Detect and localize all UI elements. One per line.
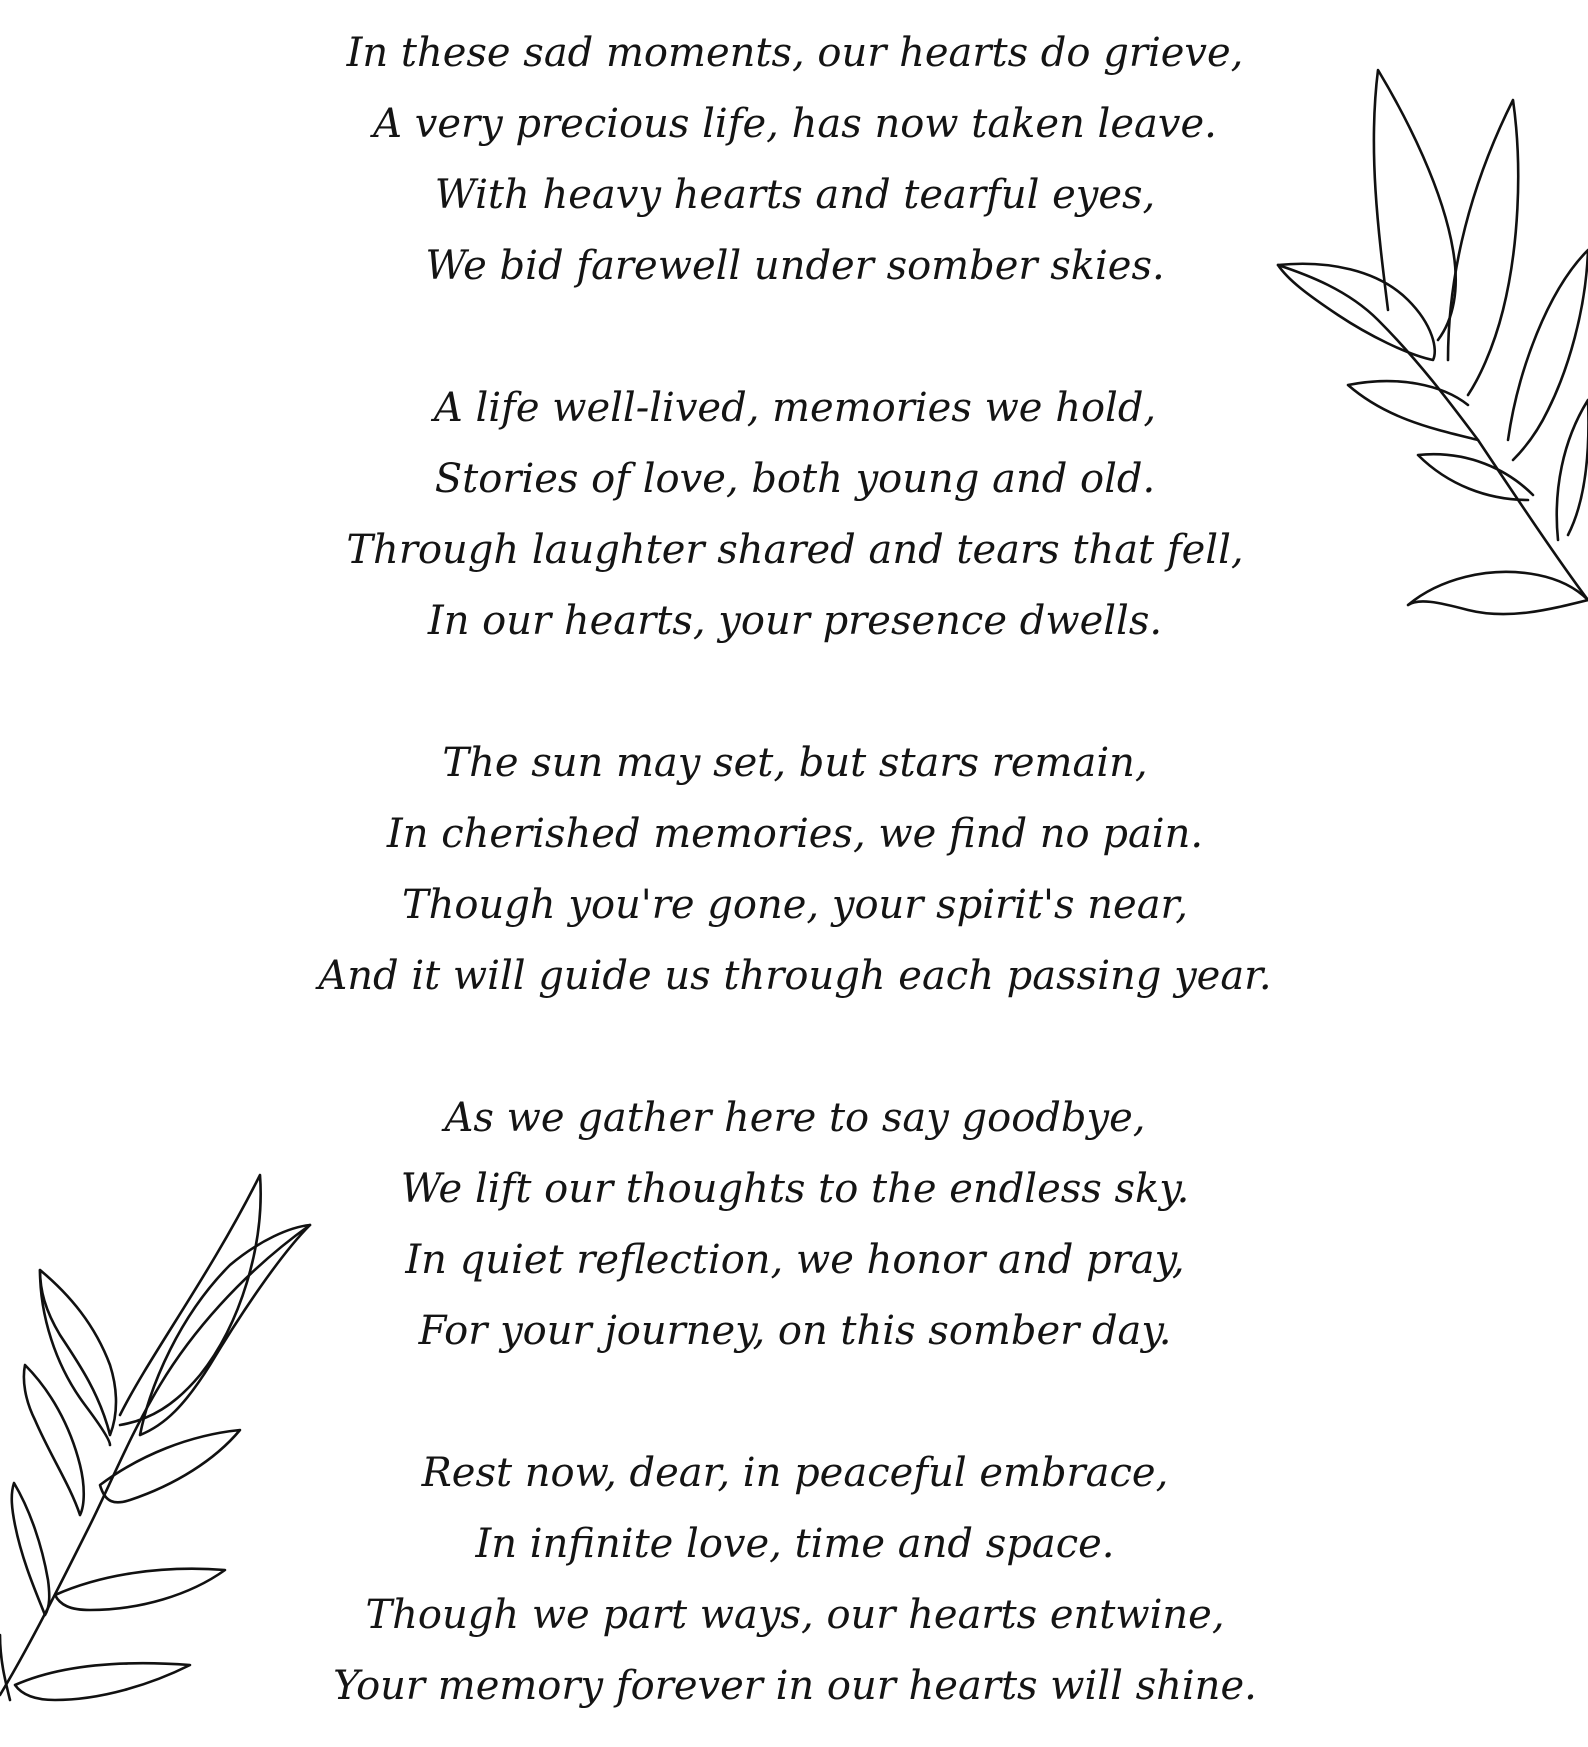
poem <box>300 18 1290 1722</box>
poem-line: We bid farewell under somber skies. <box>425 243 1165 289</box>
poem-line: Rest now, dear, in peaceful embrace, <box>421 1450 1169 1496</box>
poem-line: As we gather here to say goodbye, <box>444 1095 1146 1141</box>
stanza <box>300 1083 1290 1367</box>
poem-line: A life well-lived, memories we hold, <box>433 385 1157 431</box>
poem-line: Your memory forever in our hearts will shine. <box>333 1663 1257 1709</box>
leaf-branch-icon <box>1268 30 1588 650</box>
poem-line: Through laughter shared and tears that fell, <box>346 527 1244 573</box>
poem-line: And it will guide us through each passing year. <box>318 953 1272 999</box>
poem-line: We lift our thoughts to the endless sky. <box>400 1166 1190 1212</box>
poem-line: Though you're gone, your spirit's near, <box>401 882 1188 928</box>
stanza <box>300 1438 1290 1722</box>
poem-line: In these sad moments, our hearts do grieve, <box>346 30 1244 76</box>
poem-line: In infinite love, time and space. <box>475 1521 1115 1567</box>
stanza <box>300 18 1290 302</box>
stanza <box>300 373 1290 657</box>
poem-line: In quiet reflection, we honor and pray, <box>405 1237 1185 1283</box>
poem-line: With heavy hearts and tearful eyes, <box>434 172 1156 218</box>
poem-line: In cherished memories, we find no pain. <box>386 811 1204 857</box>
poem-line: A very precious life, has now taken leave. <box>373 101 1217 147</box>
poem-line: In our hearts, your presence dwells. <box>427 598 1163 644</box>
poem-line: Though we part ways, our hearts entwine, <box>365 1592 1225 1638</box>
leaf-branch-icon <box>0 1165 320 1725</box>
poem-line: For your journey, on this somber day. <box>418 1308 1172 1354</box>
poem-line: Stories of love, both young and old. <box>434 456 1156 502</box>
stanza <box>300 728 1290 1012</box>
poem-line: The sun may set, but stars remain, <box>442 740 1148 786</box>
